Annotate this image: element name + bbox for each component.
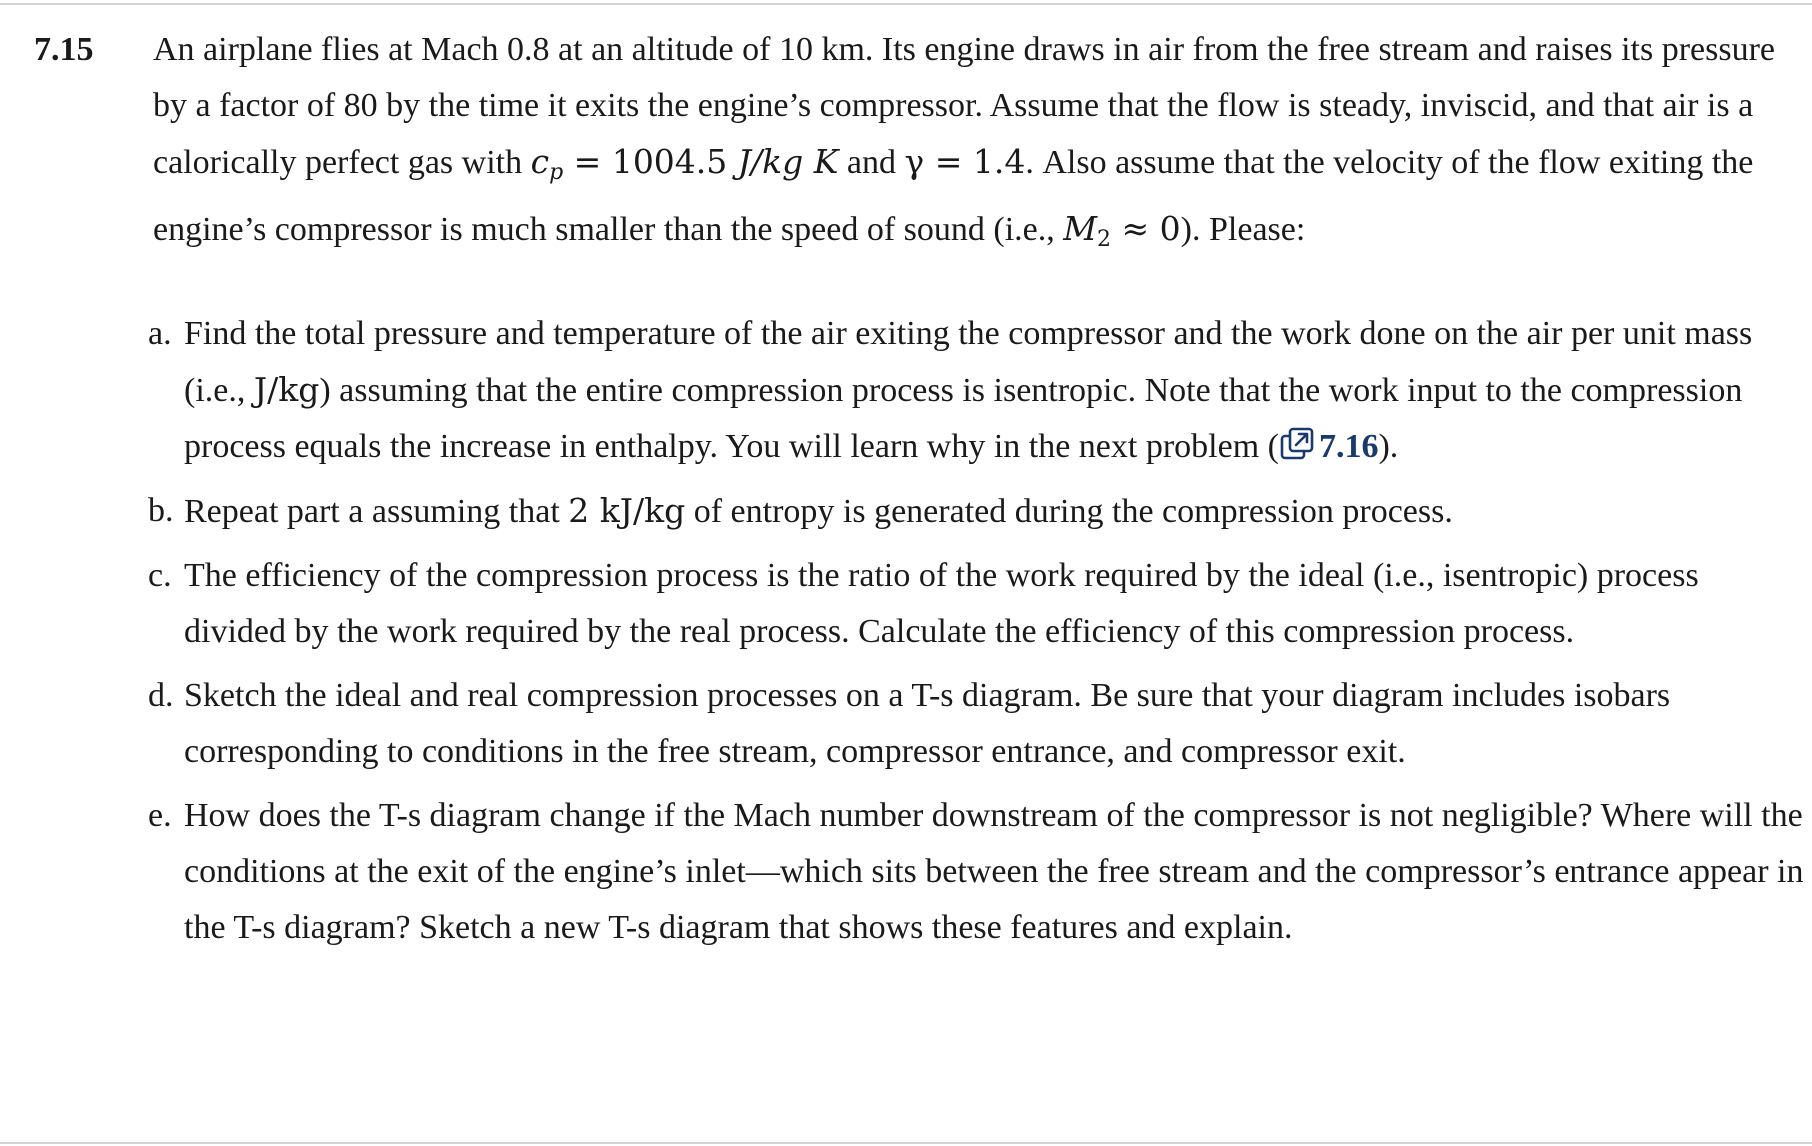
part-label: b. xyxy=(148,492,174,529)
crossref-link[interactable] xyxy=(1279,428,1379,465)
part-text xyxy=(184,315,1752,465)
problem-number: 7.15 xyxy=(34,31,94,68)
top-divider xyxy=(0,3,1812,5)
cp-value: = 1004.5 xyxy=(563,142,738,181)
part-label: e. xyxy=(148,797,172,834)
part-text: The efficiency of the compression process is the ratio of the work required by the ideal (i.e., isentropic) process divided by the work required by the real process. Calculate the efficiency of this compression process. xyxy=(184,557,1699,650)
part-a-text-1: Find the total pressure and temperature of the air exiting the compressor and the work done on the air per unit mass (i.e., xyxy=(184,315,1753,409)
mach-symbol: M xyxy=(1063,209,1098,248)
part-label: a. xyxy=(148,315,172,352)
part-d xyxy=(148,668,1808,780)
cp-symbol: c xyxy=(530,142,550,181)
part-a-text-3: ). xyxy=(1378,428,1399,465)
intro-and: and xyxy=(838,144,905,181)
part-label: d. xyxy=(148,677,174,714)
part-a xyxy=(148,306,1808,475)
cp-units: J/kg K xyxy=(737,142,839,181)
part-b-units: 2 kJ/kg xyxy=(568,491,686,530)
problem-parts xyxy=(148,306,1808,964)
part-a-units: J/kg xyxy=(253,370,320,409)
part-label: c. xyxy=(148,557,172,594)
mach-subscript: 2 xyxy=(1097,227,1112,252)
part-a-text-2: ) assuming that the entire compression process is isentropic. Note that the work input to the compression process equals the increase in enthalpy. You will learn why in the next problem ( xyxy=(184,372,1743,465)
external-link-icon xyxy=(1279,426,1315,462)
mach-approx: ≈ 0 xyxy=(1111,209,1181,248)
part-b-text-1: Repeat part a assuming that xyxy=(184,493,569,530)
problem-statement xyxy=(153,22,1793,268)
part-b-text-2: of entropy is generated during the compression process. xyxy=(685,493,1453,530)
crossref-label: 7.16 xyxy=(1318,428,1379,465)
part-c xyxy=(148,548,1808,660)
intro-text-2: . Also assume that the velocity of the flow exiting the engine’s compressor is much smaller than the speed of sound (i.e., xyxy=(153,144,1754,248)
part-text: How does the T-s diagram change if the Mach number downstream of the compressor is not negligible? Where will the conditions at the exit of the engine’s inlet—which sits between the free stream and the compressor’s entrance appear in the T-s diagram? Sketch a new T-s diagram that shows these features and explain. xyxy=(184,797,1804,946)
part-e xyxy=(148,788,1808,956)
bottom-divider xyxy=(0,1142,1812,1144)
intro-text-1: An airplane flies at Mach 0.8 at an altitude of 10 km. Its engine draws in air from the free stream and raises its pressure by a factor of 80 by the time it exits the engine’s compressor. Assume that the flow is steady, inviscid, and that air is a calorically perfect gas with xyxy=(153,31,1776,181)
gamma-value: γ = 1.4 xyxy=(904,142,1026,181)
cp-subscript: p xyxy=(549,160,564,185)
part-text xyxy=(184,493,1453,530)
intro-text-3: ). Please: xyxy=(1180,211,1306,248)
part-text: Sketch the ideal and real compression processes on a T-s diagram. Be sure that your diagram includes isobars corresponding to conditions in the free stream, compressor entrance, and compressor exit. xyxy=(184,677,1671,770)
part-b xyxy=(148,483,1808,540)
